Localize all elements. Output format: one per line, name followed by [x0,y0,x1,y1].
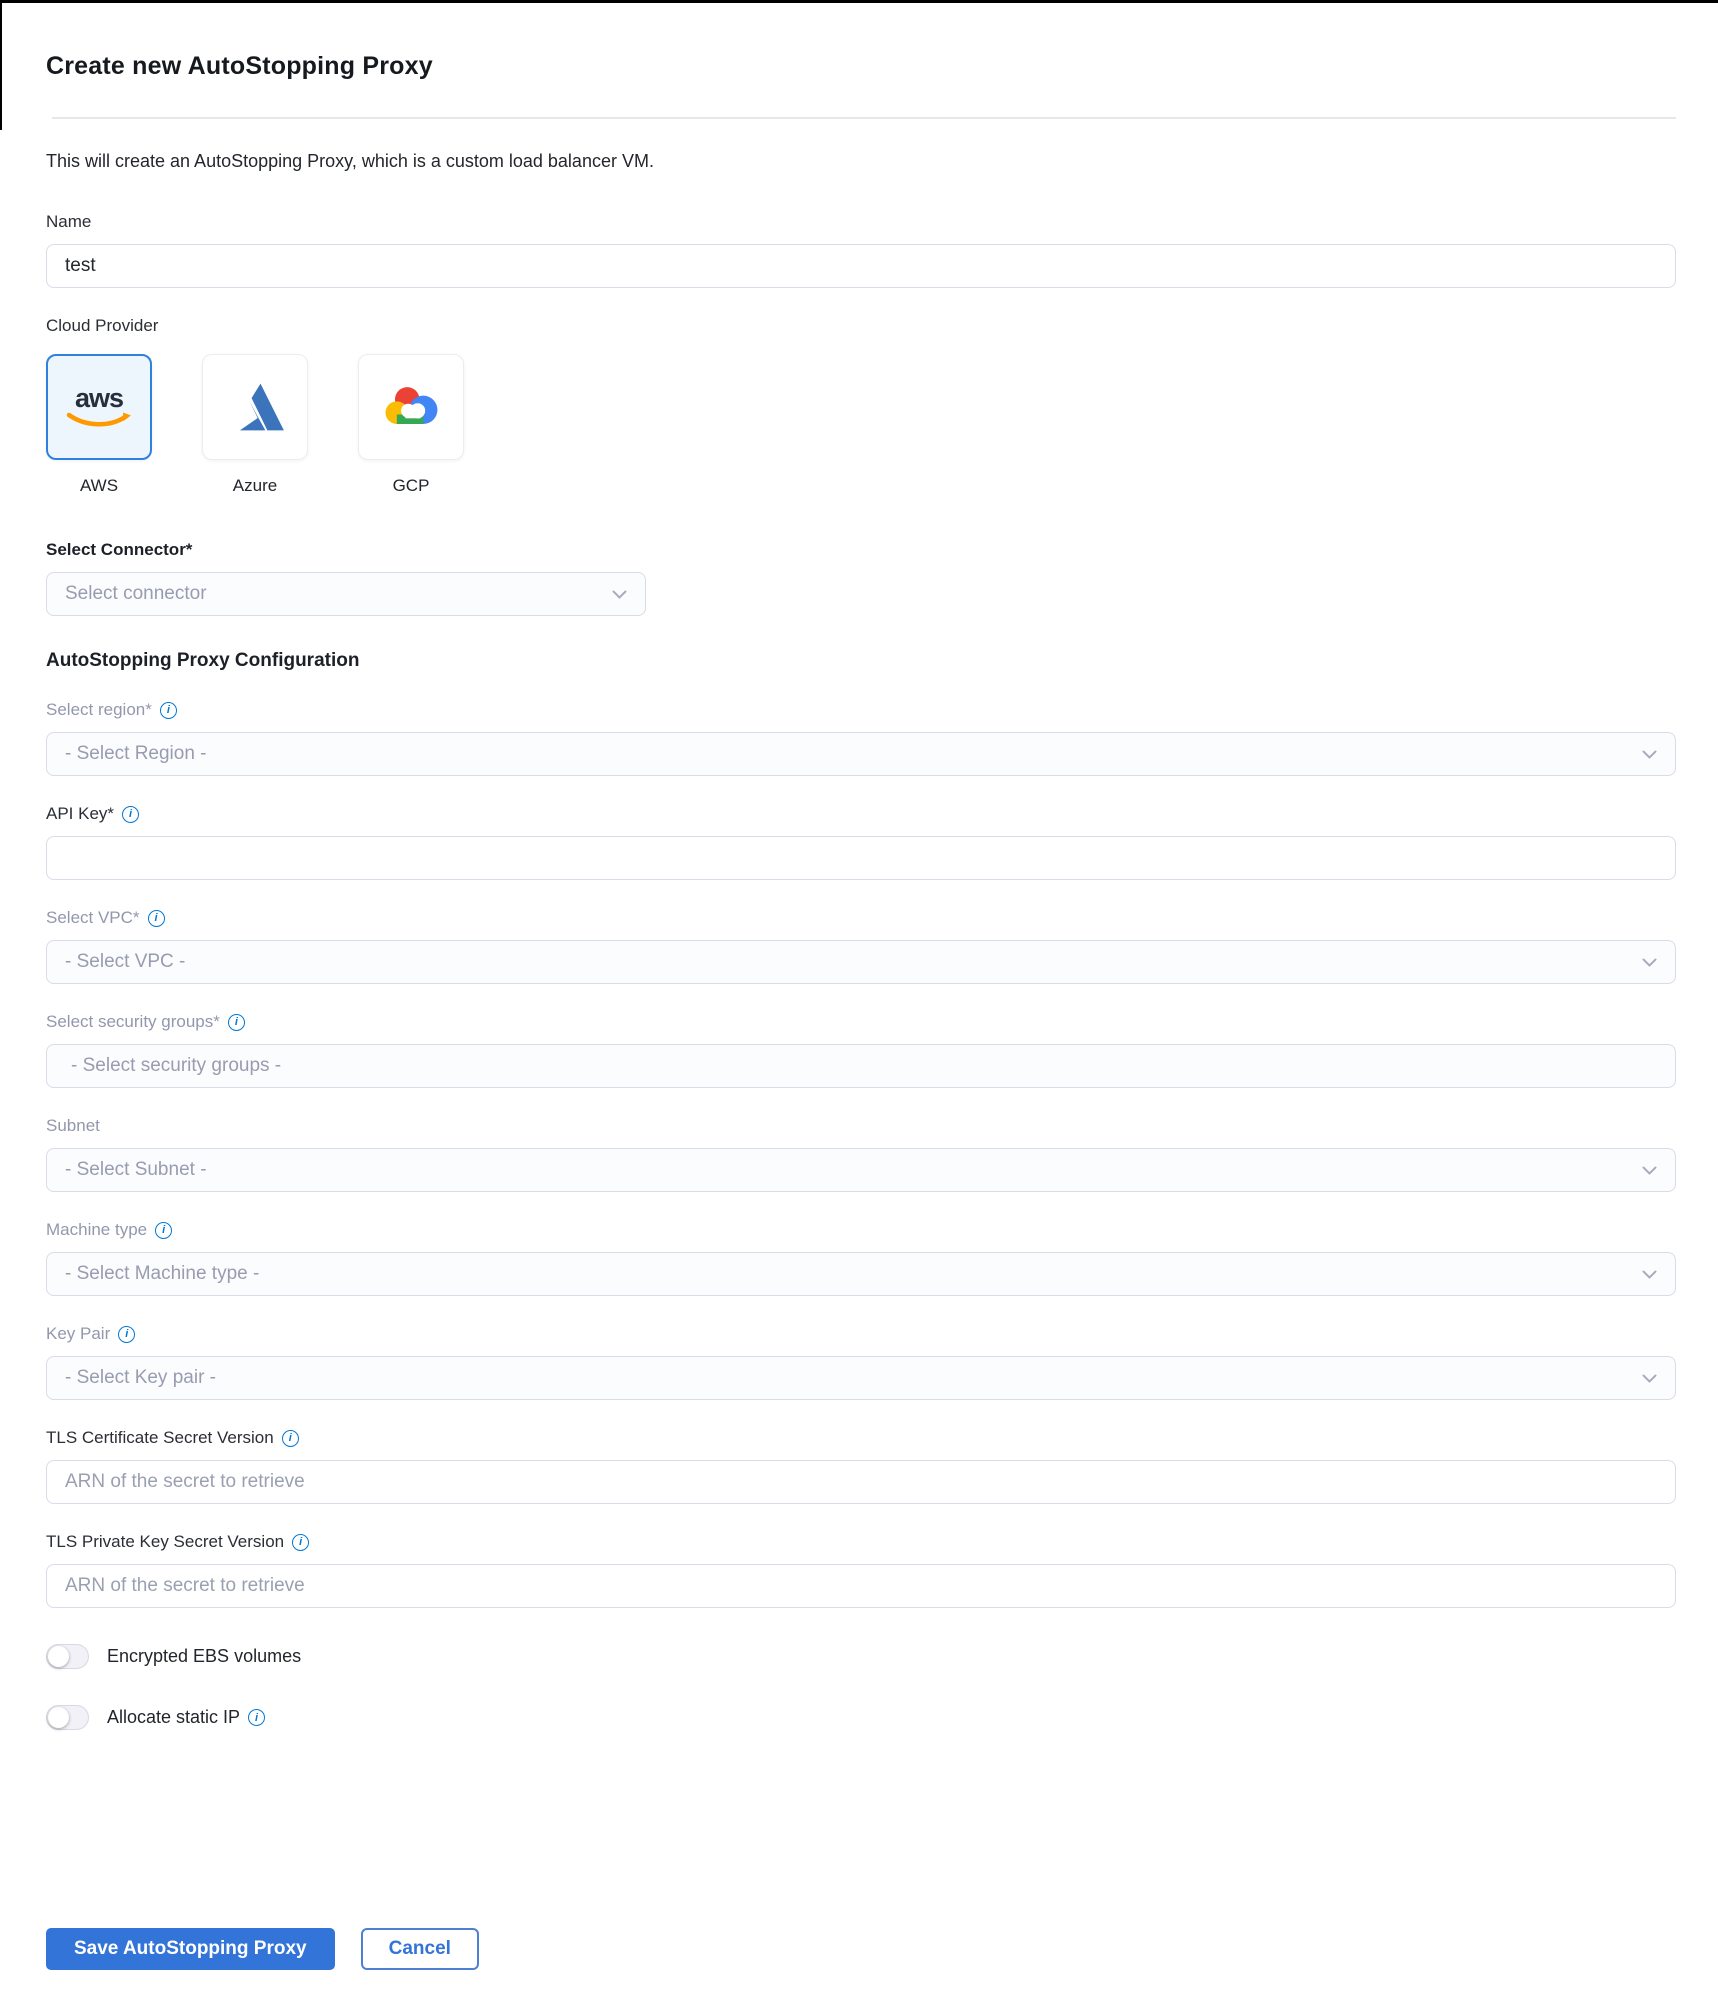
cloud-provider-option-gcp [358,354,464,496]
azure-card[interactable] [202,354,308,460]
chevron-down-icon [1642,1166,1657,1175]
cloud-provider-label: Cloud Provider [46,316,159,335]
machine-type-placeholder: - Select Machine type - [65,1263,260,1284]
connector-placeholder: Select connector [65,583,207,604]
machine-type-select[interactable] [46,1252,1676,1296]
aws-card[interactable] [46,354,152,460]
info-icon[interactable]: i [118,1326,135,1343]
machine-type-label: Machine type i [46,1220,1676,1240]
vpc-select[interactable] [46,940,1676,984]
key-pair-label: Key Pair i [46,1324,1676,1344]
divider [52,117,1676,119]
cloud-provider-cards [46,354,1676,496]
info-icon[interactable]: i [282,1430,299,1447]
allocate-static-ip-row [46,1705,1676,1730]
select-region-label: Select region* i [46,700,1676,720]
info-icon[interactable]: i [148,910,165,927]
form-actions [46,1928,1676,1972]
connector-select[interactable] [46,572,646,616]
save-autostopping-proxy-button[interactable]: Save AutoStopping Proxy [46,1928,335,1970]
security-groups-placeholder: - Select security groups - [71,1055,282,1076]
info-icon[interactable]: i [122,806,139,823]
info-icon[interactable]: i [228,1014,245,1031]
page-title: Create new AutoStopping Proxy [46,52,433,80]
key-pair-select[interactable] [46,1356,1676,1400]
chevron-down-icon [1642,750,1657,759]
gcp-card[interactable] [358,354,464,460]
select-vpc-label: Select VPC* i [46,908,1676,928]
key-pair-placeholder: - Select Key pair - [65,1367,216,1388]
select-security-groups-label: Select security groups* i [46,1012,1676,1032]
region-select[interactable] [46,732,1676,776]
form-description: This will create an AutoStopping Proxy, which is a custom load balancer VM. [46,151,654,171]
allocate-static-ip-toggle[interactable] [46,1705,89,1730]
chevron-down-icon [612,590,627,599]
azure-icon [222,374,288,440]
gcp-icon [377,379,445,435]
name-label: Name [46,212,92,231]
security-groups-select[interactable] [46,1044,1676,1088]
api-key-label: API Key* i [46,804,1676,824]
subnet-select[interactable] [46,1148,1676,1192]
gcp-card-label: GCP [392,476,430,495]
subnet-label: Subnet [46,1116,100,1135]
encrypted-ebs-label: Encrypted EBS volumes [107,1646,302,1666]
proxy-configuration-heading: AutoStopping Proxy Configuration [46,650,360,671]
region-placeholder: - Select Region - [65,743,207,764]
cloud-provider-option-aws [46,354,152,496]
chevron-down-icon [1642,1374,1657,1383]
name-input[interactable] [46,244,1676,288]
chevron-down-icon [1642,1270,1657,1279]
vpc-placeholder: - Select VPC - [65,951,186,972]
info-icon[interactable]: i [155,1222,172,1239]
cancel-button[interactable]: Cancel [361,1928,479,1970]
tls-cert-input[interactable] [46,1460,1676,1504]
api-key-input[interactable] [46,836,1676,880]
allocate-static-ip-label: Allocate static IP i [107,1707,265,1728]
chevron-down-icon [1642,958,1657,967]
subnet-placeholder: - Select Subnet - [65,1159,207,1180]
tls-cert-label: TLS Certificate Secret Version i [46,1428,1676,1448]
aws-icon: aws [66,385,132,429]
encrypted-ebs-toggle[interactable] [46,1644,89,1669]
aws-card-label: AWS [79,476,119,495]
info-icon[interactable]: i [160,702,177,719]
tls-key-input[interactable] [46,1564,1676,1608]
create-autostopping-proxy-form [0,3,1718,1990]
info-icon[interactable]: i [292,1534,309,1551]
tls-key-label: TLS Private Key Secret Version i [46,1532,1676,1552]
cloud-provider-option-azure [202,354,308,496]
info-icon[interactable]: i [248,1709,265,1726]
azure-card-label: Azure [232,476,278,495]
encrypted-ebs-row [46,1644,1676,1669]
select-connector-label: Select Connector* [46,540,193,559]
